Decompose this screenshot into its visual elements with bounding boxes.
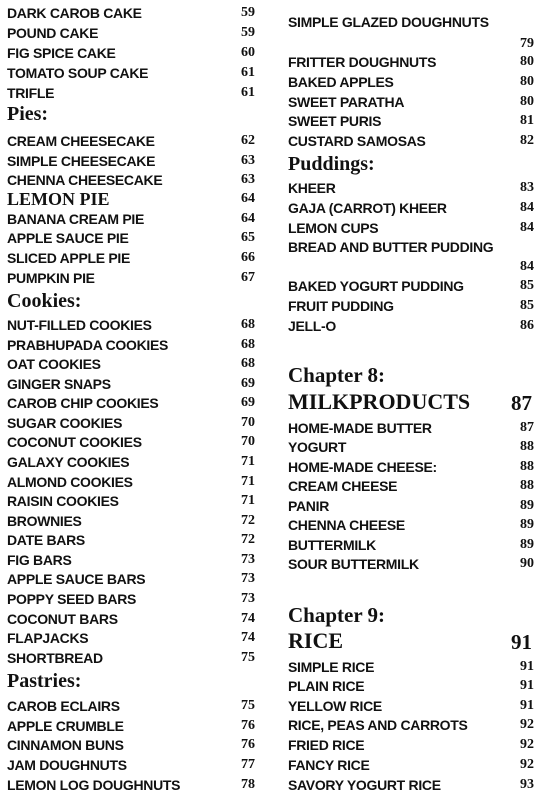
entry-title: PANIR (288, 498, 330, 514)
entry-title: SWEET PURIS (288, 113, 382, 129)
toc-entry (0, 432, 270, 452)
entry-title: APPLE SAUCE PIE (7, 230, 129, 246)
toc-entry (281, 715, 547, 735)
entry-title: Cookies: (7, 290, 82, 312)
entry-title: CINNAMON BUNS (7, 737, 124, 753)
toc-entry (0, 472, 270, 492)
entry-title: TOMATO SOUP CAKE (7, 65, 149, 81)
entry-page-number: 61 (241, 65, 255, 80)
entry-page-number: 75 (241, 650, 255, 665)
entry-page-number: 63 (241, 153, 255, 168)
toc-entry (281, 535, 547, 555)
entry-title: YOGURT (288, 439, 347, 455)
entry-title: KHEER (288, 180, 336, 196)
entry-title: CAROB CHIP COOKIES (7, 395, 159, 411)
entry-title: CUSTARD SAMOSAS (288, 133, 426, 149)
entry-title: TRIFLE (7, 85, 55, 101)
section-heading (281, 154, 547, 174)
toc-entry (281, 696, 547, 716)
entry-page-number: 79 (520, 36, 534, 51)
toc-entry (0, 775, 270, 795)
toc-entry (281, 515, 547, 535)
entry-page-number: 89 (520, 517, 534, 532)
section-heading (0, 104, 270, 124)
entry-page-number: 72 (241, 513, 255, 528)
entry-title: CHENNA CHEESE (288, 517, 405, 533)
entry-title: DARK CAROB CAKE (7, 5, 142, 21)
entry-title: POPPY SEED BARS (7, 591, 137, 607)
toc-entry (0, 228, 270, 248)
entry-page-number: 91 (520, 659, 534, 674)
entry-page-number: 90 (520, 556, 534, 571)
toc-entry (0, 735, 270, 755)
entry-page-number: 81 (520, 113, 534, 128)
entry-page-number: 84 (520, 200, 534, 215)
entry-title: LEMON PIE (7, 189, 110, 209)
toc-entry-continuation (281, 34, 547, 54)
toc-entry (0, 268, 270, 288)
chapter-title (281, 628, 547, 654)
entry-title: FIG BARS (7, 552, 72, 568)
entry-page-number: 67 (241, 270, 255, 285)
entry-page-number: 71 (241, 493, 255, 508)
entry-page-number: 70 (241, 434, 255, 449)
entry-title: SAVORY YOGURT RICE (288, 777, 441, 793)
entry-title: PRABHUPADA COOKIES (7, 337, 169, 353)
entry-title: LEMON LOG DOUGHNUTS (7, 777, 181, 793)
entry-page-number: 63 (241, 172, 255, 187)
toc-entry (0, 511, 270, 531)
entry-title: APPLE CRUMBLE (7, 718, 124, 734)
entry-page-number: 69 (241, 376, 255, 391)
entry-title: RAISIN COOKIES (7, 493, 119, 509)
toc-entry-continuation (281, 257, 547, 277)
section-heading (0, 291, 270, 311)
entry-title: GALAXY COOKIES (7, 454, 130, 470)
entry-title: RICE, PEAS AND CARROTS (288, 717, 468, 733)
toc-entry (281, 218, 547, 238)
entry-page-number: 91 (511, 630, 532, 654)
toc-entry (0, 589, 270, 609)
entry-title: SOUR BUTTERMILK (288, 556, 419, 572)
entry-title: MILKPRODUCTS (288, 389, 471, 414)
entry-title: SHORTBREAD (7, 650, 103, 666)
entry-title: SIMPLE CHEESECAKE (7, 153, 156, 169)
entry-title: PUMPKIN PIE (7, 270, 95, 286)
entry-title: ALMOND COOKIES (7, 474, 133, 490)
entry-title: HOME-MADE CHEESE: (288, 459, 437, 475)
toc-entry (0, 755, 270, 775)
toc-entry (0, 569, 270, 589)
toc-entry (0, 248, 270, 268)
entry-page-number: 91 (520, 698, 534, 713)
entry-page-number: 84 (520, 220, 534, 235)
entry-page-number: 85 (520, 278, 534, 293)
entry-page-number: 65 (241, 230, 255, 245)
chapter-label (281, 365, 547, 385)
entry-title: BREAD AND BUTTER PUDDING (288, 239, 494, 255)
entry-page-number: 59 (241, 25, 255, 40)
entry-title: Pastries: (7, 670, 82, 692)
toc-entry (0, 716, 270, 736)
toc-entry (281, 676, 547, 696)
toc-entry (281, 52, 547, 72)
entry-title: COCONUT COOKIES (7, 434, 142, 450)
toc-entry (0, 354, 270, 374)
entry-page-number: 60 (241, 45, 255, 60)
entry-title: Chapter 9: (288, 603, 386, 627)
entry-page-number: 87 (520, 420, 534, 435)
entry-page-number: 92 (520, 757, 534, 772)
entry-page-number: 68 (241, 317, 255, 332)
toc-entry (281, 418, 547, 438)
toc-entry (0, 3, 270, 23)
entry-page-number: 76 (241, 737, 255, 752)
entry-page-number: 89 (520, 537, 534, 552)
toc-entry (281, 657, 547, 677)
entry-page-number: 84 (520, 259, 534, 274)
entry-title: SUGAR COOKIES (7, 415, 123, 431)
toc-entry (0, 491, 270, 511)
entry-page-number: 62 (241, 133, 255, 148)
entry-title: SIMPLE GLAZED DOUGHNUTS (288, 14, 489, 30)
entry-title: SIMPLE RICE (288, 659, 375, 675)
toc-entry (0, 189, 270, 209)
entry-page-number: 88 (520, 478, 534, 493)
entry-page-number: 88 (520, 439, 534, 454)
entry-page-number: 66 (241, 250, 255, 265)
toc-entry (281, 237, 547, 257)
entry-title: FLAPJACKS (7, 630, 89, 646)
entry-title: FIG SPICE CAKE (7, 45, 116, 61)
toc-entry (0, 452, 270, 472)
entry-page-number: 76 (241, 718, 255, 733)
toc-entry (0, 374, 270, 394)
entry-page-number: 80 (520, 54, 534, 69)
toc-entry (0, 550, 270, 570)
entry-page-number: 64 (241, 191, 255, 206)
entry-page-number: 87 (511, 391, 532, 415)
entry-page-number: 92 (520, 737, 534, 752)
entry-title: PLAIN RICE (288, 678, 365, 694)
toc-entry (281, 457, 547, 477)
entry-title: GINGER SNAPS (7, 376, 111, 392)
entry-page-number: 59 (241, 5, 255, 20)
entry-title: SWEET PARATHA (288, 94, 405, 110)
chapter-label (281, 605, 547, 625)
toc-entry (0, 609, 270, 629)
entry-title: FRUIT PUDDING (288, 298, 394, 314)
section-heading (0, 671, 270, 691)
entry-page-number: 74 (241, 611, 255, 626)
entry-title: BANANA CREAM PIE (7, 211, 145, 227)
entry-page-number: 82 (520, 133, 534, 148)
entry-title: FRITTER DOUGHNUTS (288, 54, 437, 70)
entry-title: COCONUT BARS (7, 611, 118, 627)
entry-page-number: 73 (241, 552, 255, 567)
entry-page-number: 68 (241, 337, 255, 352)
entry-title: RICE (288, 628, 344, 653)
entry-title: POUND CAKE (7, 25, 99, 41)
entry-title: BUTTERMILK (288, 537, 376, 553)
entry-page-number: 69 (241, 395, 255, 410)
toc-entry (281, 178, 547, 198)
toc-entry (281, 437, 547, 457)
toc-entry (281, 775, 547, 795)
entry-title: JELL-O (288, 318, 336, 334)
chapter-title (281, 389, 547, 415)
toc-entry (281, 316, 547, 336)
entry-page-number: 61 (241, 85, 255, 100)
entry-title: Pies: (7, 103, 49, 125)
entry-title: YELLOW RICE (288, 698, 382, 714)
toc-entry (0, 393, 270, 413)
toc-entry (0, 131, 270, 151)
toc-entry (281, 276, 547, 296)
entry-page-number: 73 (241, 571, 255, 586)
entry-title: CREAM CHEESE (288, 478, 398, 494)
toc-entry (0, 23, 270, 43)
entry-page-number: 85 (520, 298, 534, 313)
toc-entry (281, 735, 547, 755)
entry-title: CREAM CHEESECAKE (7, 133, 155, 149)
entry-title: Chapter 8: (288, 363, 386, 387)
entry-title: NUT-FILLED COOKIES (7, 317, 152, 333)
toc-entry (281, 554, 547, 574)
entry-page-number: 70 (241, 415, 255, 430)
entry-page-number: 77 (241, 757, 255, 772)
toc-entry (281, 72, 547, 92)
toc-entry (0, 170, 270, 190)
entry-page-number: 88 (520, 459, 534, 474)
toc-entry (0, 530, 270, 550)
entry-page-number: 80 (520, 74, 534, 89)
toc-entry (0, 335, 270, 355)
entry-title: BROWNIES (7, 513, 82, 529)
toc-entry (281, 476, 547, 496)
toc-entry (281, 12, 547, 32)
entry-page-number: 71 (241, 454, 255, 469)
entry-title: JAM DOUGHNUTS (7, 757, 127, 773)
toc-entry (281, 92, 547, 112)
toc-entry (0, 696, 270, 716)
toc-entry (281, 131, 547, 151)
entry-page-number: 71 (241, 474, 255, 489)
entry-title: BAKED YOGURT PUDDING (288, 278, 464, 294)
entry-page-number: 86 (520, 318, 534, 333)
toc-entry (281, 111, 547, 131)
toc-entry (0, 151, 270, 171)
entry-page-number: 93 (520, 777, 534, 792)
entry-title: GAJA (CARROT) KHEER (288, 200, 447, 216)
entry-page-number: 64 (241, 211, 255, 226)
entry-page-number: 68 (241, 356, 255, 371)
entry-title: APPLE SAUCE BARS (7, 571, 146, 587)
toc-entry (281, 496, 547, 516)
toc-entry (281, 296, 547, 316)
entry-title: Puddings: (288, 153, 375, 175)
entry-title: LEMON CUPS (288, 220, 379, 236)
entry-page-number: 89 (520, 498, 534, 513)
entry-title: DATE BARS (7, 532, 85, 548)
entry-page-number: 72 (241, 532, 255, 547)
toc-entry (0, 628, 270, 648)
entry-title: FANCY RICE (288, 757, 370, 773)
entry-page-number: 91 (520, 678, 534, 693)
toc-entry (281, 198, 547, 218)
entry-page-number: 78 (241, 777, 255, 792)
entry-page-number: 92 (520, 717, 534, 732)
toc-entry (0, 648, 270, 668)
entry-page-number: 74 (241, 630, 255, 645)
entry-page-number: 83 (520, 180, 534, 195)
toc-entry (0, 83, 270, 103)
entry-title: HOME-MADE BUTTER (288, 420, 432, 436)
entry-page-number: 80 (520, 94, 534, 109)
entry-title: FRIED RICE (288, 737, 365, 753)
toc-entry (0, 43, 270, 63)
entry-page-number: 73 (241, 591, 255, 606)
toc-entry (0, 63, 270, 83)
toc-entry (0, 315, 270, 335)
toc-entry (0, 209, 270, 229)
toc-entry (0, 413, 270, 433)
entry-title: OAT COOKIES (7, 356, 101, 372)
entry-title: BAKED APPLES (288, 74, 394, 90)
entry-title: CAROB ECLAIRS (7, 698, 120, 714)
entry-title: SLICED APPLE PIE (7, 250, 131, 266)
entry-title: CHENNA CHEESECAKE (7, 172, 163, 188)
entry-page-number: 75 (241, 698, 255, 713)
toc-entry (281, 755, 547, 775)
